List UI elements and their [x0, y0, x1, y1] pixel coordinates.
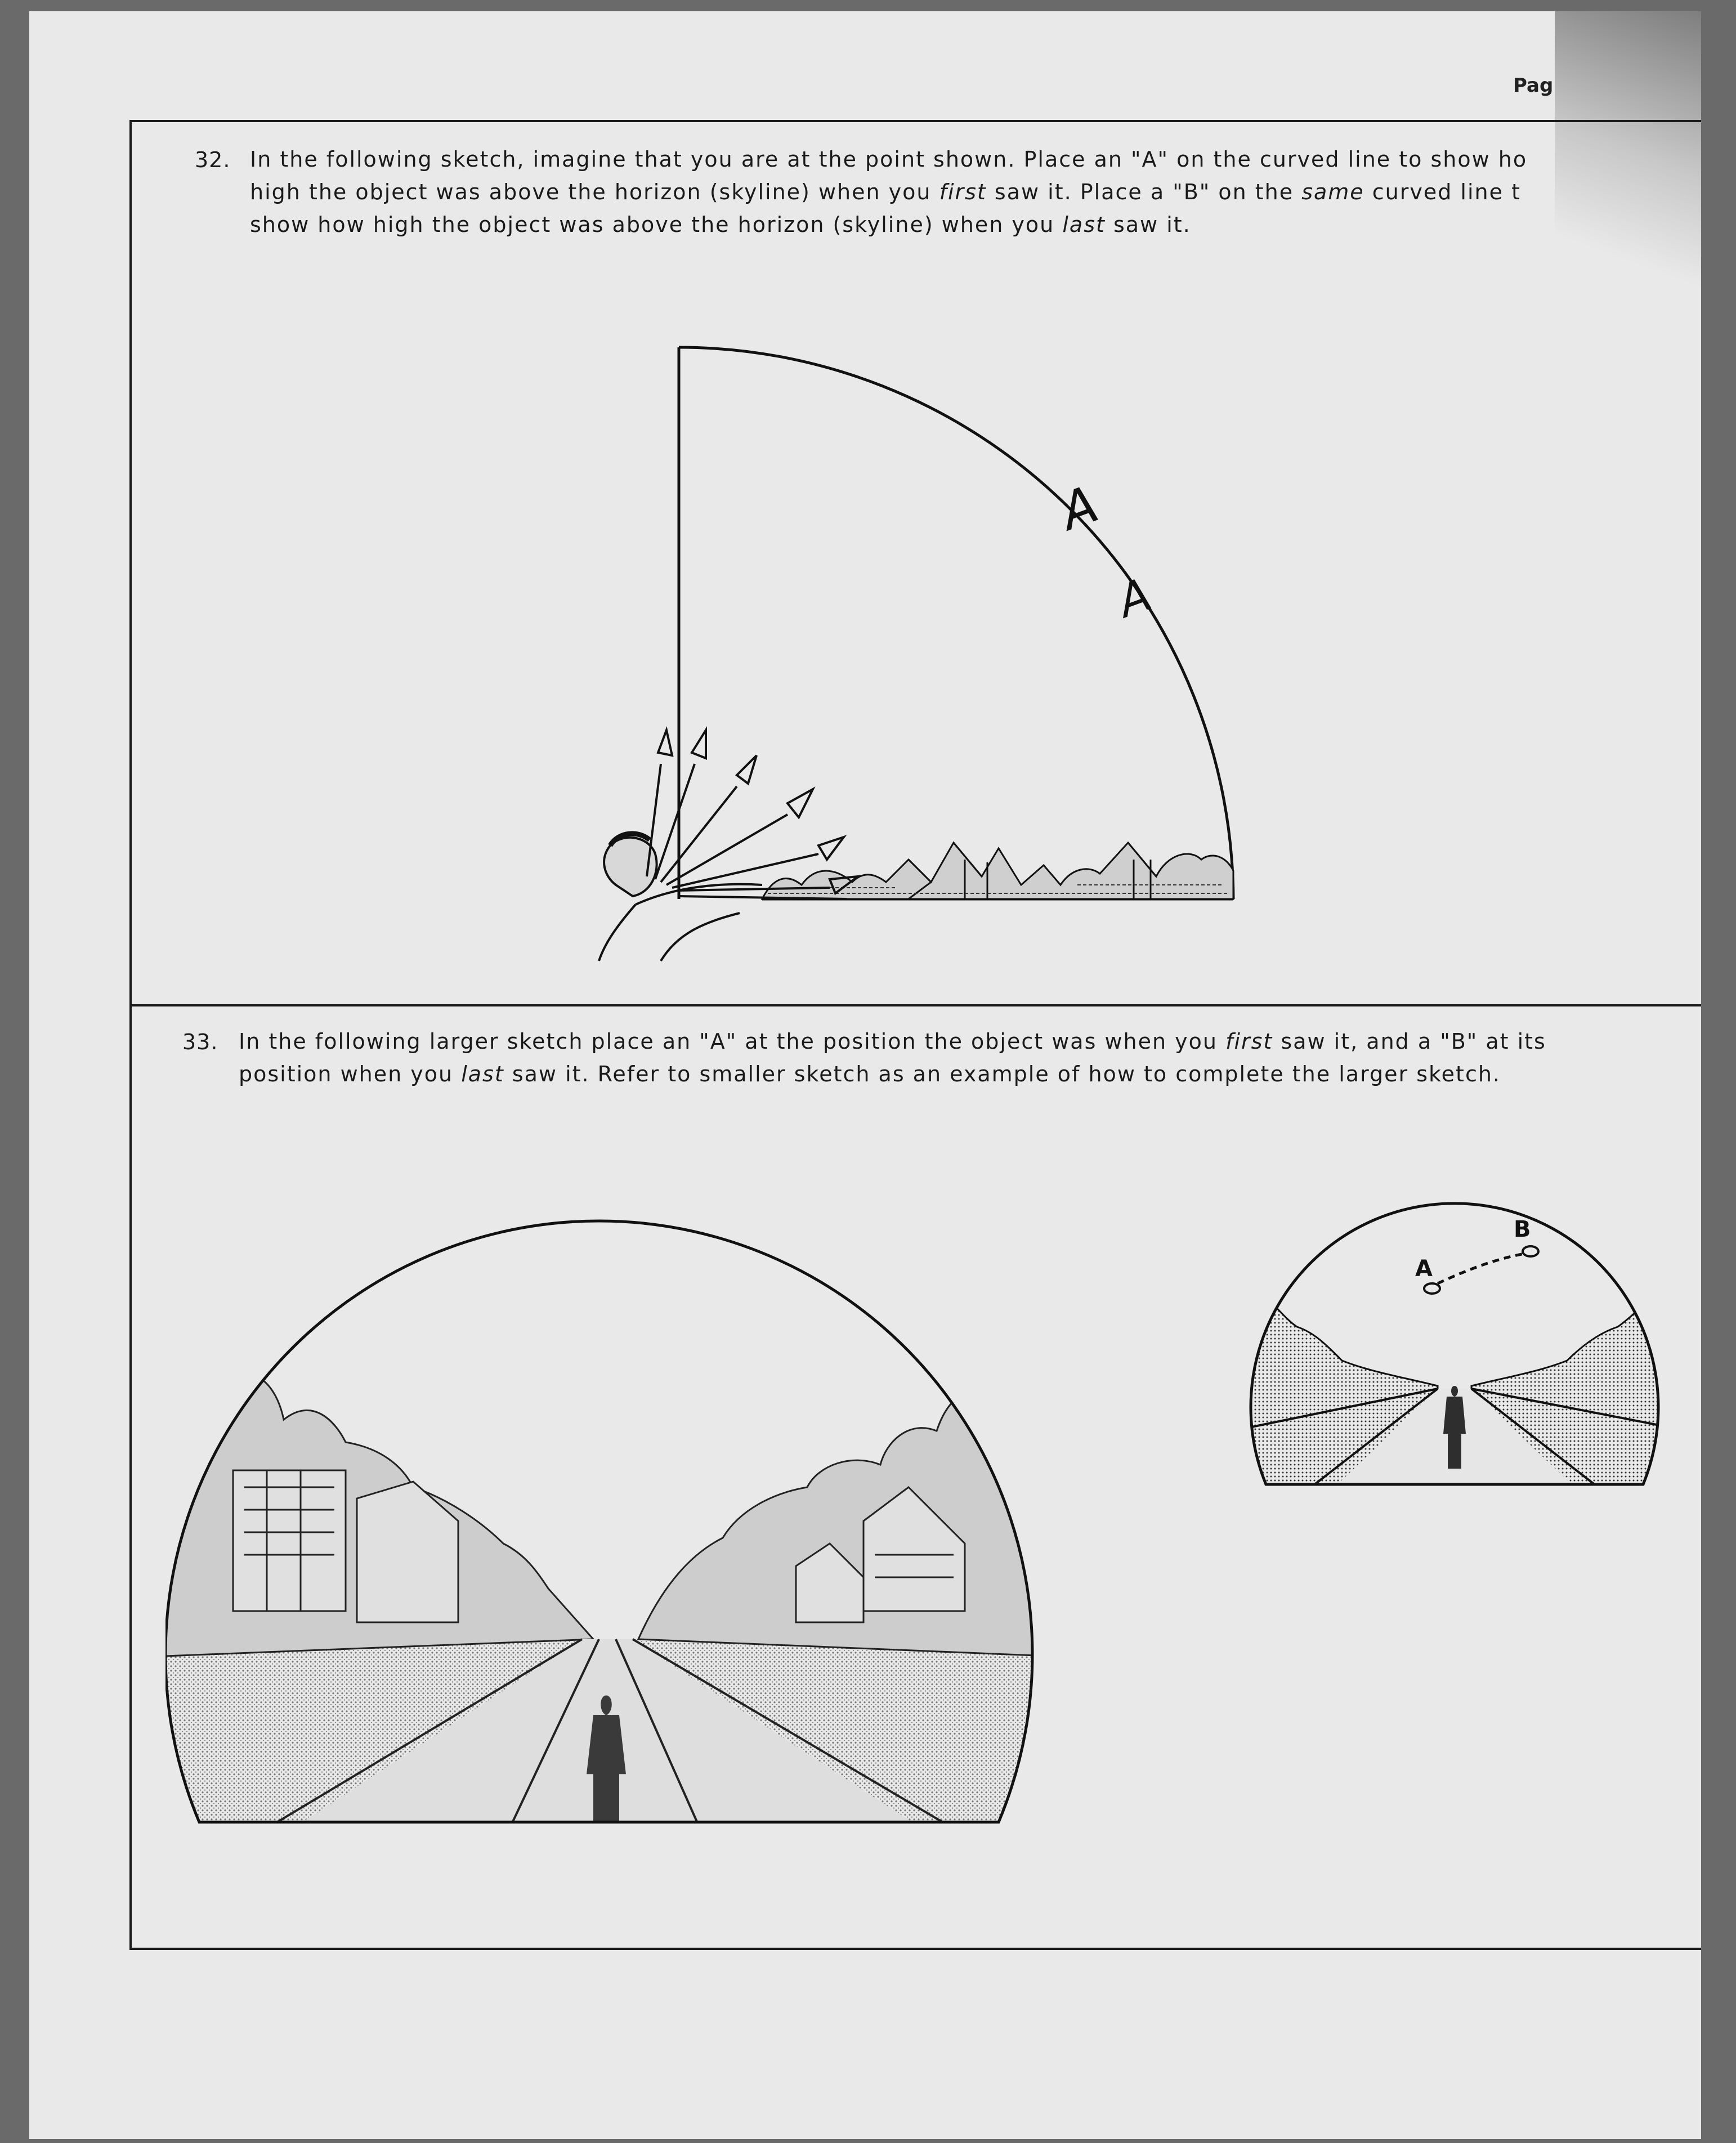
small-example-sketch: [1246, 1192, 1674, 1507]
sky-arc[interactable]: [679, 347, 1233, 899]
sky-quadrant-sketch: [593, 336, 1269, 1068]
question-32-number: 32.: [195, 147, 231, 172]
object-position-b-icon: [1523, 1246, 1538, 1256]
object-position-a-icon: [1424, 1283, 1440, 1294]
object-path-dashed: [1438, 1254, 1525, 1283]
question-32-line-1: In the following sketch, imagine that you are at the point shown. Place an "A" on the curved line to show ho: [250, 147, 1528, 172]
example-label-a: A: [1415, 1256, 1433, 1282]
page-number-label: Pag: [1513, 74, 1554, 97]
handwritten-mark-lower: A: [1111, 567, 1158, 628]
example-label-b: B: [1514, 1216, 1531, 1242]
questionnaire-form: [129, 120, 1701, 1950]
question-32-line-3: show how high the object was above the horizon (skyline) when you last saw it.: [250, 212, 1191, 237]
large-left-buildings: [233, 1470, 458, 1622]
pointing-man-figure: [599, 730, 858, 961]
question-33-line-1: In the following larger sketch place an "A" at the position the object was when you first saw it, and a "B" at its: [239, 1029, 1546, 1054]
document-page: [29, 11, 1701, 2139]
handwritten-mark-upper: A: [1053, 474, 1106, 542]
question-33-line-2: position when you last saw it. Refer to smaller sketch as an example of how to complete the larger sketch.: [239, 1062, 1501, 1086]
question-32-line-2: high the object was above the horizon (skyline) when you first saw it. Place a "B" on the same curved line t: [250, 180, 1521, 204]
question-33-number: 33.: [182, 1030, 218, 1054]
section-divider: [132, 1004, 1701, 1006]
handwritten-marks: [1050, 475, 1158, 629]
question-33-text: [239, 1025, 1697, 1090]
large-street-sketch: [165, 1206, 1049, 1842]
question-32-text: [250, 143, 1701, 241]
